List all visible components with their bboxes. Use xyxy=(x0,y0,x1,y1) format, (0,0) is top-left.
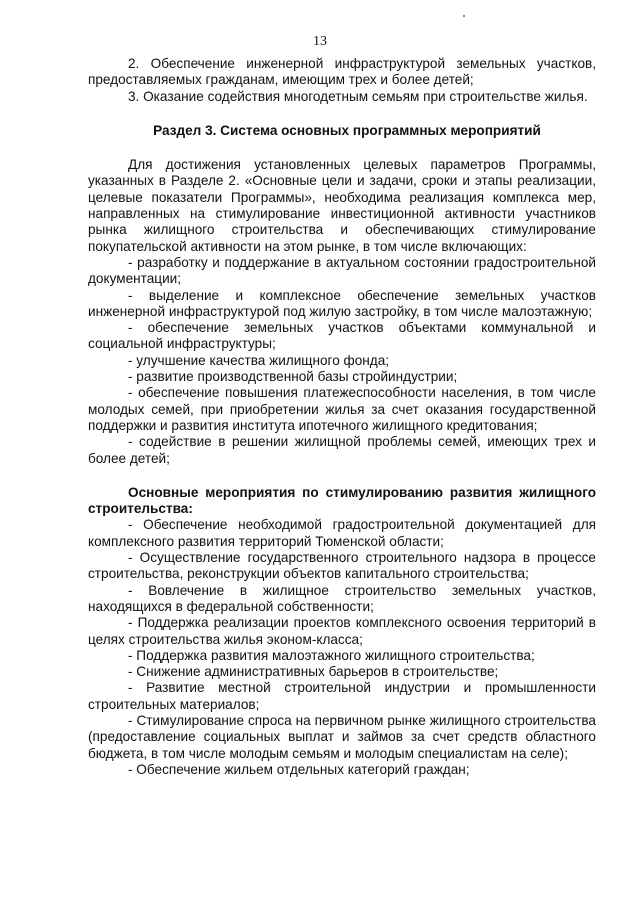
list-item: - улучшение качества жилищного фонда; xyxy=(128,352,390,368)
list-item: - Поддержка развития малоэтажного жилищного строительства; xyxy=(128,647,535,663)
list-item: - Стимулирование спроса на первичном рынке жилищного строительства (предоставление социальных выплат и займов за счет средств областного бюджета, в том числе молодым семьям и молодым специалистам на селе); xyxy=(88,712,596,761)
list-item: - Обеспечение жильем отдельных категорий граждан; xyxy=(128,761,470,777)
section-paragraph: Для достижения установленных целевых параметров Программы, указанных в Разделе 2. «Основные цели и задачи, сроки и этапы реализации, целевые показатели Программы», необходима реализация комплекса мер, направленных на стимулирование инвестиционной активности участников рынка жилищного строительства и обеспечивающих стимулирование покупательской активности на этом рынке, в том числе включающих: xyxy=(88,157,596,254)
scan-speck xyxy=(463,15,465,17)
list-item: - выделение и комплексное обеспечение земельных участков инженерной инфраструктурой под жилую застройку, в том числе малоэтажную; xyxy=(88,287,596,319)
main-activities-list xyxy=(88,517,596,778)
list-item: - разработку и поддержание в актуальном состоянии градостроительной документации; xyxy=(88,254,596,287)
document-body xyxy=(88,56,596,778)
list-item: - Осуществление государственного строительного надзора в процессе строительства, реконструкции объектов капитального строительства; xyxy=(88,550,596,582)
subheading: Основные мероприятия по стимулированию развития жилищного строительства: xyxy=(88,484,596,517)
intro-item-2: 2. Обеспечение инженерной инфраструктурой земельных участков, предоставляемых гражданам, имеющим трех и более детей; xyxy=(88,56,596,88)
list-item: - Вовлечение в жилищное строительство земельных участков, находящихся в федеральной собственности; xyxy=(88,582,596,614)
list-item: - Обеспечение необходимой градостроительной документацией для комплексного развития территорий Тюменской области; xyxy=(88,517,596,549)
list-item: - обеспечение земельных участков объектами коммунальной и социальной инфраструктуры; xyxy=(88,320,596,352)
list-item: - содействие в решении жилищной проблемы семей, имеющих трех и более детей; xyxy=(88,434,596,466)
list-item: - Поддержка реализации проектов комплексного освоения территорий в целях строительства жилья эконом-класса; xyxy=(88,615,596,647)
intro-item-3: 3. Оказание содействия многодетным семьям при строительстве жилья. xyxy=(128,88,588,104)
measures-list xyxy=(88,255,596,467)
list-item: - Снижение административных барьеров в строительстве; xyxy=(128,664,499,680)
page-number: 13 xyxy=(313,34,327,49)
list-item: - обеспечение повышения платежеспособности населения, в том числе молодых семей, при приобретении жилья за счет оказания государственной поддержки и развития института ипотечного жилищного кредитования; xyxy=(88,385,596,433)
list-item: - развитие производственной базы стройиндустрии; xyxy=(128,369,458,385)
list-item: - Развитие местной строительной индустрии и промышленности строительных материалов; xyxy=(88,680,596,712)
section-title: Раздел 3. Система основных программных мероприятий xyxy=(153,122,541,138)
